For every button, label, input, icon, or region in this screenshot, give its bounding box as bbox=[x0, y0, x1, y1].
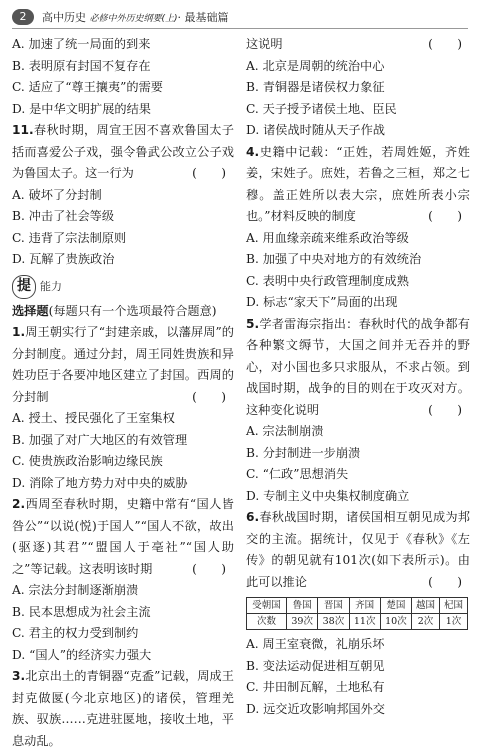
q3-option: C. 天子授予诸侯土地、臣民 bbox=[246, 101, 397, 116]
q5-paren: ( ) bbox=[428, 402, 462, 417]
q11-option: C. 违背了宗法制原则 bbox=[12, 230, 127, 245]
header-tag: · 最基础篇 bbox=[177, 11, 229, 24]
q2-stem bbox=[12, 494, 234, 580]
q4-option: B. 加强了中央对地方的有效统治 bbox=[246, 252, 422, 266]
q3-paren: ( ) bbox=[428, 37, 462, 51]
q6-number: 6. bbox=[246, 510, 260, 524]
q5-option: D. 专制主义中央集权制度确立 bbox=[246, 488, 410, 503]
q10-option: D. 是中华文明扩展的结果 bbox=[12, 101, 151, 116]
page-number: 2 bbox=[12, 9, 34, 25]
right-column bbox=[246, 34, 470, 720]
q5-option: B. 分封制进一步崩溃 bbox=[246, 445, 361, 460]
q4-option: A. 用血缘亲疏来维系政治等级 bbox=[246, 230, 409, 245]
q2-option: C. 君主的权力受到制约 bbox=[12, 626, 139, 640]
q6-table bbox=[246, 597, 468, 630]
q10-option: B. 表明原有封国不复存在 bbox=[12, 58, 151, 73]
q10-option: C. 适应了“尊王攘夷”的需要 bbox=[12, 80, 163, 94]
left-column bbox=[12, 34, 234, 752]
q2-paren: ( ) bbox=[192, 561, 226, 576]
q6-option: B. 变法运动促进相互朝见 bbox=[246, 658, 385, 673]
q11-option: D. 瓦解了贵族政治 bbox=[12, 252, 115, 266]
q3-text: 北京出土的青铜器“克盉”记载，周成王封克做匽(今北京地区)的诸侯，管理羌族、驭族……克进驻匽地，接收土地，平息动乱。 bbox=[12, 669, 234, 748]
q10-option: A. 加速了统一局面的到来 bbox=[12, 37, 151, 51]
table-cell: 39次 bbox=[287, 614, 318, 630]
table-cell: 1次 bbox=[440, 614, 468, 630]
table-row bbox=[247, 614, 468, 630]
table-cell: 楚国 bbox=[380, 598, 411, 614]
table-cell: 越国 bbox=[412, 598, 440, 614]
section-badge: 提 bbox=[12, 275, 36, 299]
table-cell: 次数 bbox=[247, 614, 287, 630]
table-cell: 受朝国 bbox=[247, 598, 287, 614]
select-title: 选择题 bbox=[12, 303, 49, 318]
q1-option: B. 加强了对广大地区的有效管理 bbox=[12, 432, 188, 447]
q5-stem bbox=[246, 314, 470, 422]
q11-option: B. 冲击了社会等级 bbox=[12, 209, 115, 223]
q4-stem bbox=[246, 142, 470, 228]
q6-paren: ( ) bbox=[428, 574, 462, 589]
q6-option: C. 井田制瓦解，土地私有 bbox=[246, 680, 385, 694]
table-cell: 10次 bbox=[380, 614, 411, 630]
q11-number: 11. bbox=[12, 123, 34, 137]
q1-option: D. 消除了地方势力对中央的威胁 bbox=[12, 475, 188, 490]
q3-tail bbox=[246, 34, 470, 56]
q1-number: 1. bbox=[12, 325, 26, 339]
q1-option: C. 使贵族政治影响边缘民族 bbox=[12, 454, 163, 468]
section-name: 能力 bbox=[40, 279, 62, 293]
q3-option: D. 诸侯战时随从天子作战 bbox=[246, 123, 385, 137]
q11-text: 春秋时期，周宣王因不喜欢鲁国太子括而喜爱公子戏，强令鲁武公改立公子戏为鲁国太子。这一行为 bbox=[12, 123, 234, 180]
header-brand: 必修中外历史纲要(上) bbox=[89, 13, 178, 24]
q2-text: 西周至春秋时期，史籍中常有“国人皆咎公”“以说(悦)于国人”“国人不欲，故出(驱逐)其君”“盟国人于亳社”“国人助之”等记载。这表明该时期 bbox=[12, 497, 234, 576]
select-note: (每题只有一个选项最符合题意) bbox=[48, 303, 217, 318]
table-cell: 杞国 bbox=[440, 598, 468, 614]
table-cell: 38次 bbox=[318, 614, 349, 630]
q11-paren: ( ) bbox=[192, 166, 226, 180]
q5-number: 5. bbox=[246, 316, 260, 331]
q2-option: A. 宗法分封制逐渐崩溃 bbox=[12, 583, 139, 597]
table-cell: 鲁国 bbox=[287, 598, 318, 614]
q11-option: A. 破坏了分封制 bbox=[12, 187, 102, 202]
table-cell: 2次 bbox=[412, 614, 440, 630]
q4-text: 史籍中记载：“正姓，若周姓姬，齐姓姜，宋姓子。庶姓，若鲁之三桓，郑之七穆。盖正姓所以表大宗，庶姓所表小宗也。”材料反映的制度 bbox=[246, 144, 470, 223]
q1-text: 周王朝实行了“封建亲戚，以藩屏周”的分封制度。通过分封，周王同姓贵族和异姓功臣于各要冲地区建立了封国。西周的分封制 bbox=[12, 325, 234, 404]
page-header bbox=[12, 6, 468, 28]
header-book: 高中历史 bbox=[42, 11, 86, 24]
q4-option: C. 表明中央行政管理制度成熟 bbox=[246, 273, 409, 288]
q5-option: C. “仁政”思想消失 bbox=[246, 467, 349, 481]
q5-option: A. 宗法制崩溃 bbox=[246, 424, 324, 438]
q2-number: 2. bbox=[12, 497, 26, 511]
q3-number: 3. bbox=[12, 669, 26, 683]
q3-tail-text: 这说明 bbox=[246, 37, 283, 51]
table-cell: 11次 bbox=[349, 614, 380, 630]
q2-option: B. 民本思想成为社会主流 bbox=[12, 604, 151, 619]
q1-paren: ( ) bbox=[192, 389, 226, 404]
table-cell: 晋国 bbox=[318, 598, 349, 614]
section-heading bbox=[12, 275, 234, 299]
q6-stem bbox=[246, 507, 470, 593]
header-rule bbox=[12, 28, 468, 29]
table-row bbox=[247, 598, 468, 614]
select-heading bbox=[12, 301, 234, 323]
q6-option: A. 周王室衰微，礼崩乐坏 bbox=[246, 637, 385, 651]
q6-option: D. 远交近攻影响邦国外交 bbox=[246, 701, 385, 716]
q3-stem bbox=[12, 666, 234, 752]
q2-option: D. “国人”的经济实力强大 bbox=[12, 647, 152, 662]
q4-option: D. 标志“家天下”局面的出现 bbox=[246, 295, 398, 309]
q1-option: A. 授土、授民强化了王室集权 bbox=[12, 411, 175, 425]
table-cell: 齐国 bbox=[349, 598, 380, 614]
q1-stem bbox=[12, 322, 234, 408]
q11-stem bbox=[12, 120, 234, 185]
q5-text: 学者雷海宗指出：春秋时代的战争都有各种繁文缛节，大国之间并无吞并的野心，对小国也多只求服从，不求占领。到战国时期，战争的目的则在于攻灭对方。这种变化说明 bbox=[246, 316, 470, 417]
q3-option: A. 北京是周朝的统治中心 bbox=[246, 58, 385, 73]
q6-text: 春秋战国时期，诸侯国相互朝见成为邦交的主流。据统计，仅见于《春秋》《左传》的朝见就有101次(如下表所示)。由此可以推论 bbox=[246, 510, 470, 589]
q3-option: B. 青铜器是诸侯权力象征 bbox=[246, 80, 385, 94]
q4-paren: ( ) bbox=[428, 209, 462, 223]
q4-number: 4. bbox=[246, 144, 260, 159]
